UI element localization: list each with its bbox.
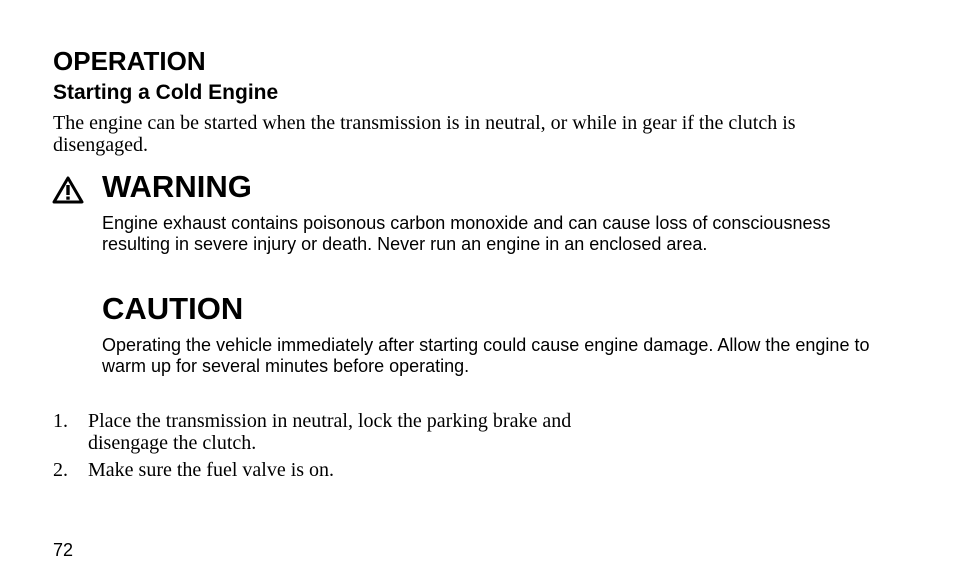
- caution-text: Operating the vehicle immediately after starting could cause engine damage. Allow the engine to warm up for several minutes before operating.: [102, 335, 870, 376]
- warning-heading: WARNING: [102, 169, 252, 204]
- list-item: [53, 459, 693, 481]
- caution-heading: CAUTION: [102, 291, 244, 326]
- step-text: Make sure the fuel valve is on.: [88, 459, 335, 481]
- section-title: OPERATION: [53, 46, 206, 76]
- step-number: 1.: [53, 410, 68, 432]
- list-item: [53, 410, 693, 454]
- warning-text: Engine exhaust contains poisonous carbon monoxide and can cause loss of consciousness resulting in severe injury or death. Never run an engine in an enclosed area.: [102, 213, 831, 254]
- intro-paragraph: The engine can be started when the transmission is in neutral, or while in gear if the clutch is disengaged.: [53, 112, 796, 156]
- warning-triangle-icon: [52, 176, 84, 204]
- page-number: 72: [53, 540, 74, 560]
- steps-list: [53, 410, 693, 486]
- subsection-title: Starting a Cold Engine: [53, 81, 279, 104]
- step-number: 2.: [53, 459, 68, 481]
- step-text: Place the transmission in neutral, lock the parking brake and disengage the clutch.: [88, 410, 572, 454]
